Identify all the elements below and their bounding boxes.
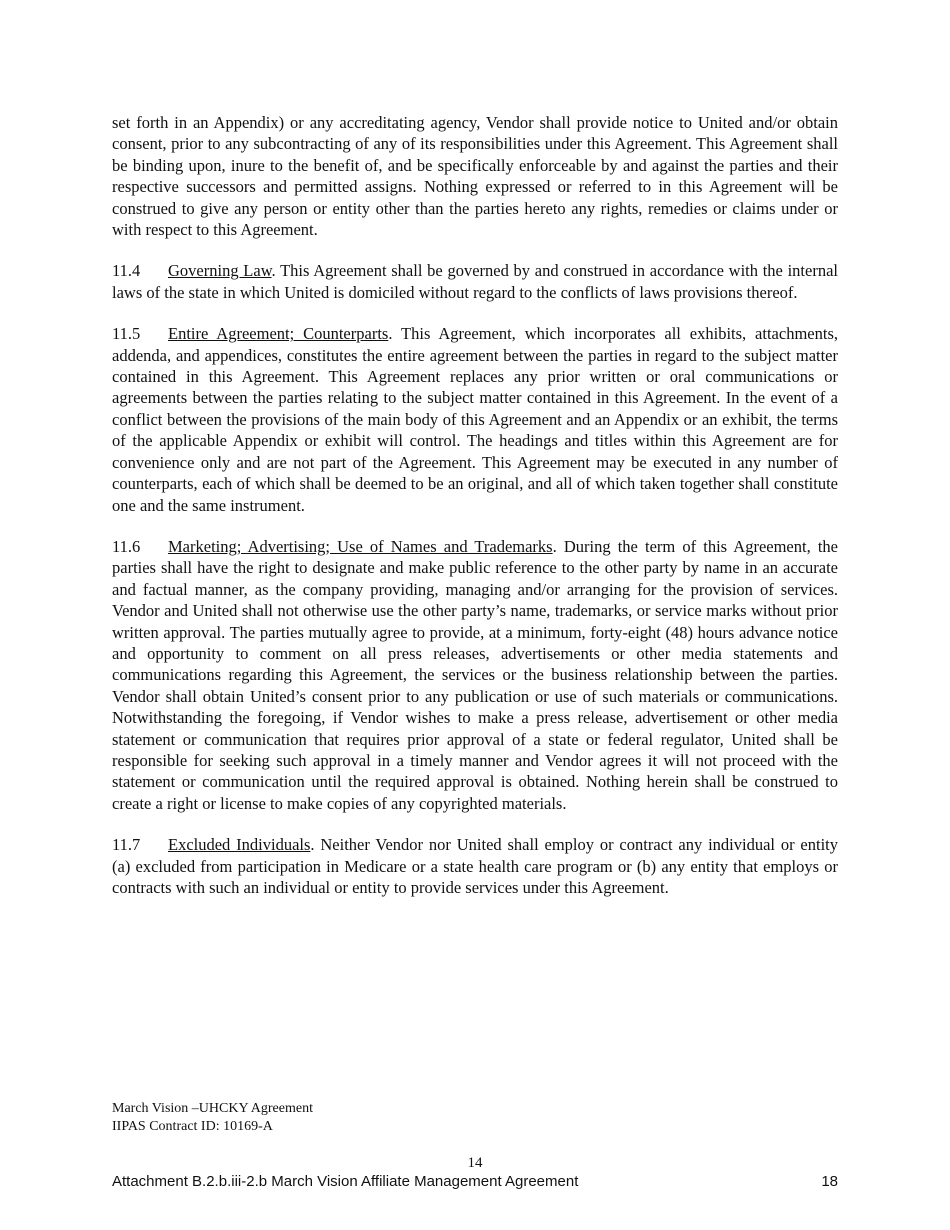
section-text: . This Agreement shall be governed by and construed in accordance with the internal laws of the state in which United is domiciled without regard to the conflicts of laws provisions thereof.	[112, 261, 838, 302]
section-11-7	[112, 834, 838, 898]
paragraph-text: set forth in an Appendix) or any accreditating agency, Vendor shall provide notice to United and/or obtain consent, prior to any subcontracting of any of its responsibilities under this Agreement. This Agreement shall be binding upon, inure to the benefit of, and be specifically enforceable by and against the parties and their respective successors and permitted assigns. Nothing expressed or referred to in this Agreement will be construed to give any person or entity other than the parties hereto any rights, remedies or claims under or with respect to this Agreement.	[112, 113, 838, 240]
section-11-4	[112, 260, 838, 303]
section-11-6	[112, 536, 838, 814]
document-body	[112, 112, 838, 918]
section-11-5	[112, 323, 838, 516]
section-number: 11.7	[112, 835, 141, 855]
section-heading: Marketing; Advertising; Use of Names and Trademarks	[168, 536, 553, 556]
section-number: 11.4	[112, 261, 141, 281]
footer-identifiers	[112, 1100, 313, 1136]
section-heading: Governing Law	[168, 261, 272, 281]
footer-agreement-name: March Vision –UHCKY Agreement	[112, 1101, 313, 1116]
section-heading: Entire Agreement; Counterparts	[168, 324, 389, 344]
section-heading: Excluded Individuals	[168, 835, 311, 855]
paragraph-continuation	[112, 112, 838, 240]
footer-contract-id: IIPAS Contract ID: 10169-A	[112, 1119, 273, 1134]
attachment-footer	[112, 1173, 838, 1190]
page-number: 14	[467, 1155, 483, 1171]
section-text: . During the term of this Agreement, the parties shall have the right to designate and make public reference to the other party by name in an accurate and factual manner, as the company providing, managing and/or arranging for the provision of services. Vendor and United shall not otherwise use the other party’s name, trademarks, or service marks without prior written approval. The parties mutually agree to provide, at a minimum, forty-eight (48) hours advance notice and opportunity to comment on all press releases, advertisements or other media statements and communications regarding this Agreement, the services or the business relationship between the parties. Vendor shall obtain United’s consent prior to any publication or use of such materials or communications. Notwithstanding the foregoing, if Vendor wishes to make a press release, advertisement or other media statement or communication that requires prior approval of a state or federal regulator, United shall be responsible for seeking such approval in a timely manner and Vendor agrees it will not proceed with the statement or communication until the required approval is obtained. Nothing herein shall be construed to create a right or license to make copies of any copyrighted materials.	[112, 536, 838, 813]
section-number: 11.5	[112, 324, 141, 344]
attachment-page-number: 18	[821, 1173, 838, 1190]
section-number: 11.6	[112, 536, 141, 556]
attachment-label: Attachment B.2.b.iii-2.b March Vision Affiliate Management Agreement	[112, 1173, 579, 1190]
section-text: . Neither Vendor nor United shall employ or contract any individual or entity (a) excluded from participation in Medicare or a state health care program or (b) any entity that employs or contracts with such an individual or entity to provide services under this Agreement.	[112, 835, 838, 897]
section-text: . This Agreement, which incorporates all exhibits, attachments, addenda, and appendices, constitutes the entire agreement between the parties in regard to the subject matter contained in this Agreement. This Agreement replaces any prior written or oral communications or agreements between the parties relating to the subject matter contained in this Agreement. In the event of a conflict between the provisions of the main body of this Agreement and an Appendix or an exhibit, the terms of the applicable Appendix or exhibit will control. The headings and titles within this Agreement are for convenience only and are not part of the Agreement. This Agreement may be executed in any number of counterparts, each of which shall be deemed to be an original, and all of which taken together shall constitute one and the same instrument.	[112, 324, 838, 515]
